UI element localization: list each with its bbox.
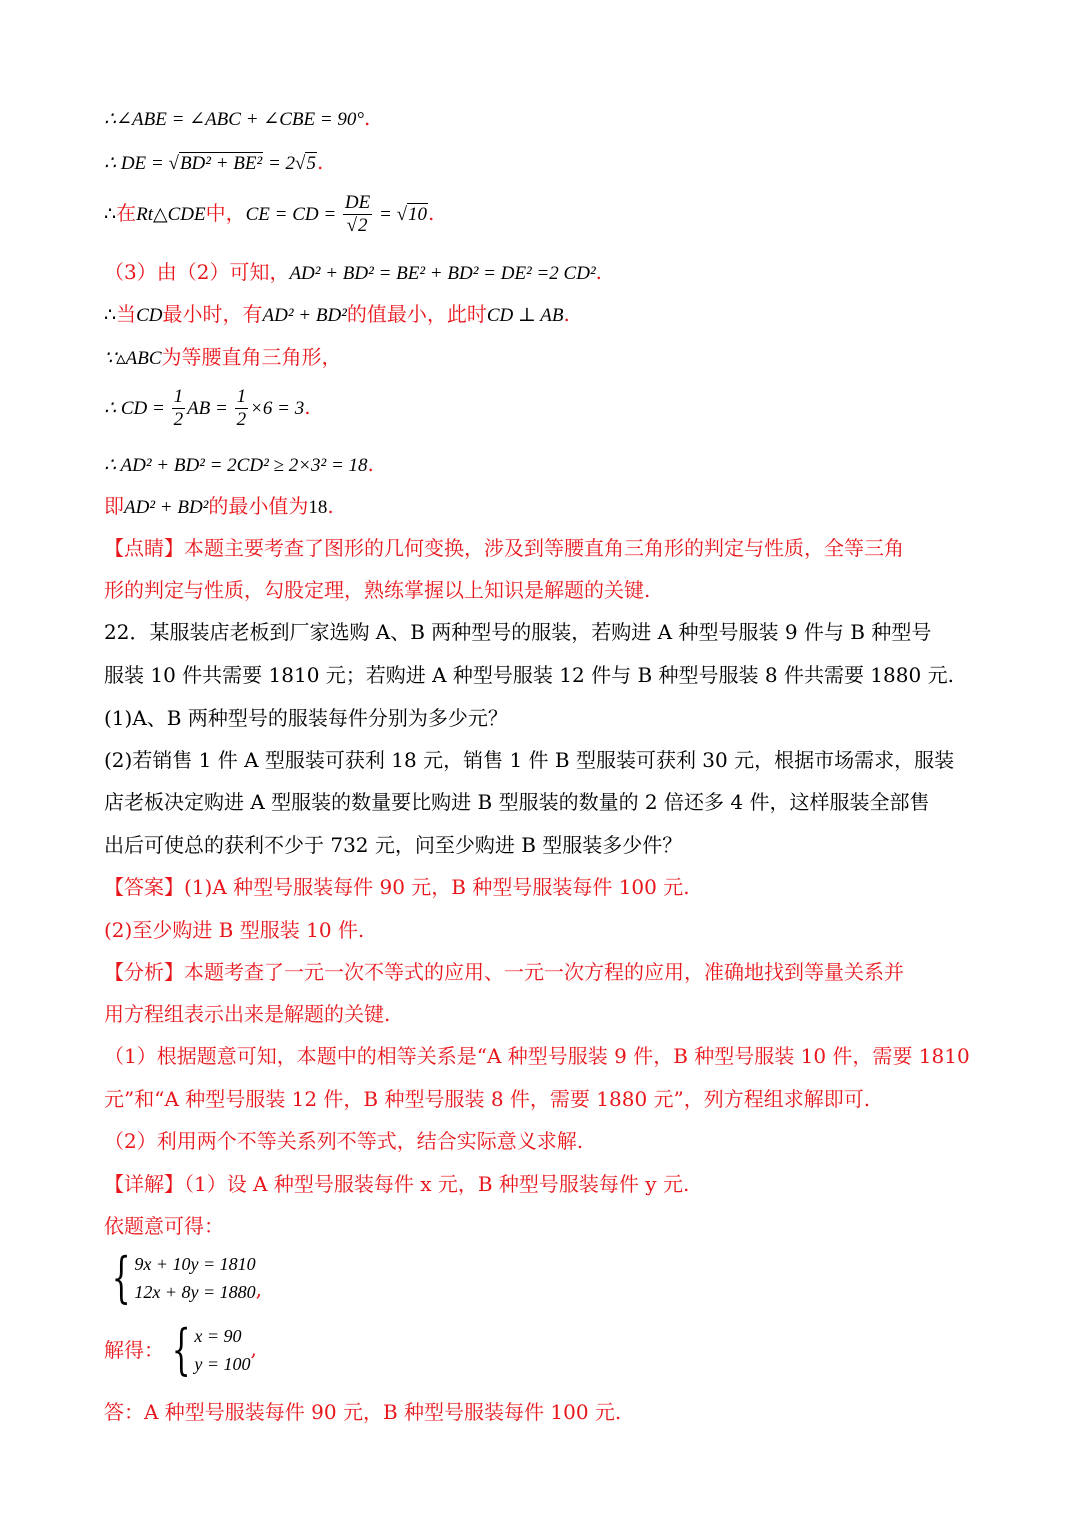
system1-row2: 12x + 8y = 1880 [134,1282,256,1302]
math-part3-eq: AD² + BD² = BE² + BD² = DE² =2 CD² [289,263,596,284]
equation-system-1: { 9x + 10y = 1810 12x + 8y = 1880 , [111,1246,262,1309]
line-inequality: ∴ AD² + BD² = 2CD² ≥ 2×3² = 18. [104,452,374,476]
math-inequality: ∴ AD² + BD² = 2CD² ≥ 2×3² = 18 [104,455,368,476]
math-de-eq: = 2 [263,153,296,174]
text-dianjing-1: 【点睛】本题主要考查了图形的几何变换，涉及到等腰直角三角形的判定与性质，全等三角 [104,536,904,560]
answer-tag: 【答案】 [104,875,184,899]
math-de-prefix: ∴ DE = [104,153,169,174]
math-ce-cd: CE = CD = [245,204,341,225]
final-answer: 答：A 种型号服装每件 90 元，B 种型号服装每件 100 元. [104,1400,622,1424]
line-part3: （3）由（2）可知，AD² + BD² = BE² + BD² = DE² =2 CD². [104,260,603,284]
analysis-line1: 【分析】本题考查了一元一次不等式的应用、一元一次方程的应用，准确地找到等量关系并 [104,960,904,984]
answer-line2: (2)至少购进 B 型服装 10 件. [104,918,365,942]
math-abc-triangle: ∵▵ABC [104,348,162,369]
solution-line2: 依题意可得： [104,1214,224,1238]
solution-result: 解得： { x = 90 y = 100 , [104,1318,257,1381]
system2-row1: x = 90 [194,1326,242,1346]
analysis-line5: （2）利用两个不等关系列不等式，结合实际意义求解. [104,1129,584,1153]
question-22-line1: 22．某服装店老板到厂家选购 A、B 两种型号的服装，若购进 A 种型号服装 9 件与 B 种型号 [104,620,932,644]
question-22-part2-line3: 出后可使总的获利不少于 732 元，问至少购进 B 型服装多少件？ [104,833,683,857]
text-dianjing-2: 形的判定与性质，勾股定理，熟练掌握以上知识是解题的关键. [104,578,651,602]
line-cd-value: ∴ CD = $\frac{1}{2}$ AB = $\frac{1}{2}$ ×6 = 3. [104,386,311,430]
line-ce-cd: ∴在Rt△CDE中，CE = CD = $\frac{DE}{√2}$ = √10. [104,192,435,236]
math-rt-cde: Rt△CDE [136,204,206,225]
line-minimum-condition: ∴当CD最小时，有AD² + BD²的值最小，此时CD ⊥ AB. [104,302,570,326]
math-angle-abe: ∴∠ABE = ∠ABC + ∠CBE = 90° [104,109,364,130]
line-isosceles: ∵▵ABC为等腰直角三角形， [104,345,342,369]
analysis-line2: 用方程组表示出来是解题的关键. [104,1002,391,1026]
question-22-part1: (1)A、B 两种型号的服装每件分别为多少元？ [104,706,508,730]
text-zhong: 中， [205,201,246,225]
fraction-half-1: $\frac{1}{2}$ [173,386,184,430]
question-22-part2-line2: 店老板决定购进 A 型服装的数量要比购进 B 型服装的数量的 2 倍还多 4 件，这样服装全部售 [104,790,930,814]
solution-line1: 【详解】（1）设 A 种型号服装每件 x 元，B 种型号服装每件 y 元. [104,1172,690,1196]
line-minimum-value: 即AD² + BD²的最小值为18. [104,494,334,518]
math-root10: 10 [408,204,428,225]
text-zai: 在 [116,201,137,225]
fraction-de-root2: $\frac{DE}{√2}$ [344,192,371,236]
math-de-radicand: BD² + BE² [179,153,263,174]
answer-line1: 【答案】(1)A 种型号服装每件 90 元，B 种型号服装每件 100 元. [104,875,690,899]
system1-row1: 9x + 10y = 1810 [134,1254,256,1274]
analysis-line4: 元”和“A 种型号服装 12 件，B 种型号服装 8 件，需要 1880 元”，列方程组求解即可. [104,1087,871,1111]
analysis-line3: （1）根据题意可知，本题中的相等关系是“A 种型号服装 9 件，B 种型号服装 10 件，需要 1810 [104,1044,970,1068]
question-22-line2: 服装 10 件共需要 1810 元；若购进 A 种型号服装 12 件与 B 种型号服装 8 件共需要 1880 元. [104,663,954,687]
question-22-part2-line1: (2)若销售 1 件 A 型服装可获利 18 元，销售 1 件 B 型服装可获利 30 元，根据市场需求，服装 [104,748,955,772]
system2-row2: y = 100 [194,1354,251,1374]
fraction-half-2: $\frac{1}{2}$ [236,386,247,430]
text-part3-intro: （3）由（2）可知， [104,260,290,284]
math-de-root: 5 [306,153,316,174]
line-angle-abe: ∴∠ABE = ∠ABC + ∠CBE = 90°. [104,106,371,130]
line-de-length: ∴ DE = √BD² + BE² = 2√5. [104,150,324,174]
